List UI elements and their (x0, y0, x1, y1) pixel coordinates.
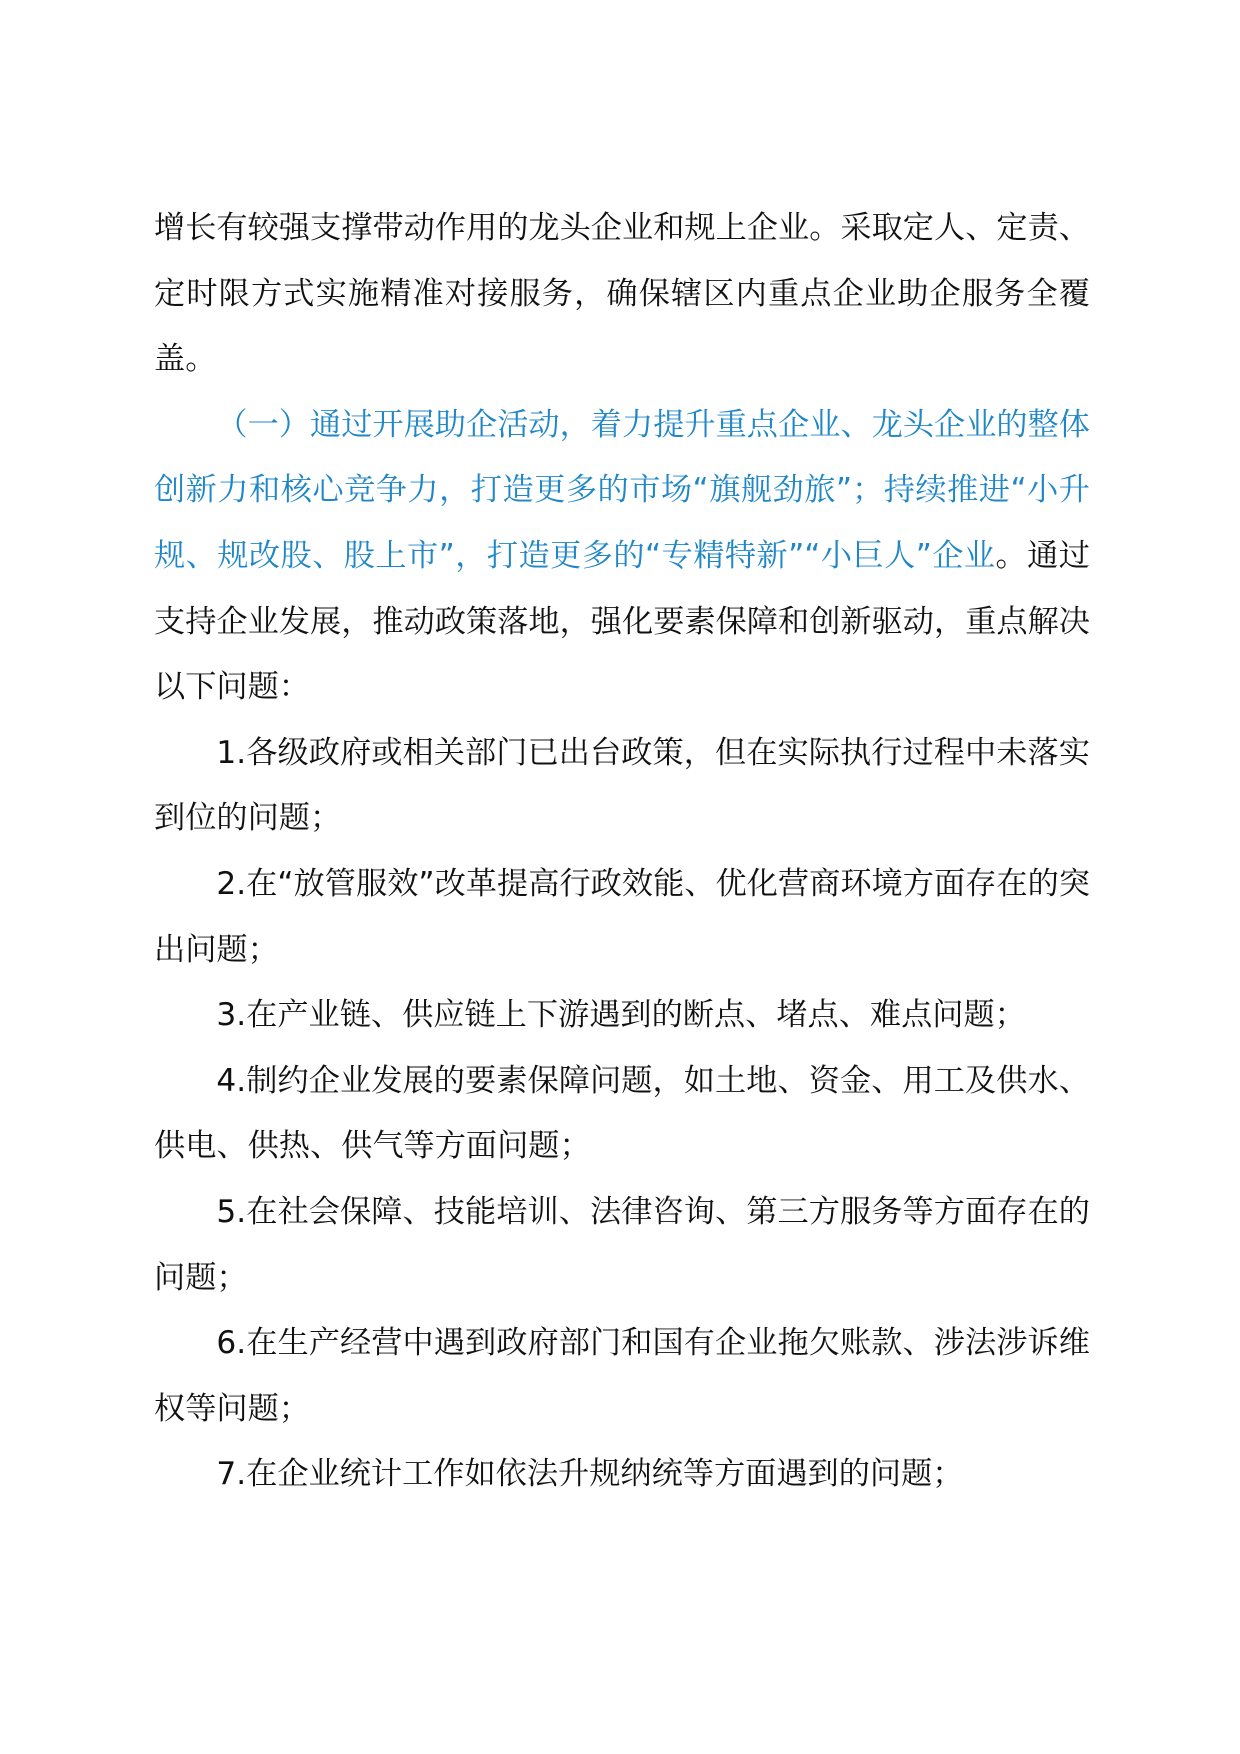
list-item-2: 2.在“放管服效”改革提高行政效能、优化营商环境方面存在的突出问题； (154, 865, 1090, 968)
list-item-5: 5.在社会保障、技能培训、法律咨询、第三方服务等方面存在的问题； (154, 1193, 1090, 1296)
intro-paragraph: 增长有较强支撑带动作用的龙头企业和规上企业。采取定人、定责、定时限方式实施精准对接服务，确保辖区内重点企业助企服务全覆盖。 (154, 210, 1090, 378)
section-1-highlight: （一）通过开展助企活动，着力提升重点企业、龙头企业的整体创新力和核心竞争力，打造更多的市场“旗舰劲旅”；持续推进“小升规、规改股、股上市”，打造更多的“专精特新”“小巨人”企业 (154, 406, 1090, 574)
list-item-4: 4.制约企业发展的要素保障问题，如土地、资金、用工及供水、供电、供热、供气等方面问题； (154, 1062, 1090, 1165)
document-body (154, 196, 1090, 1508)
list-item-6: 6.在生产经营中遇到政府部门和国有企业拖欠账款、涉法涉诉维权等问题； (154, 1325, 1090, 1427)
list-item-3: 3.在产业链、供应链上下游遇到的断点、堵点、难点问题； (216, 997, 1026, 1034)
section-1-paragraph (154, 393, 1090, 721)
list-item-1: 1.各级政府或相关部门已出台政策，但在实际执行过程中未落实到位的问题； (154, 734, 1090, 837)
list-item-7: 7.在企业统计工作如依法升规纳统等方面遇到的问题； (216, 1456, 964, 1493)
section-1-rest: 。通过支持企业发展，推动政策落地，强化要素保障和创新驱动，重点解决以下问题： (154, 537, 1090, 706)
